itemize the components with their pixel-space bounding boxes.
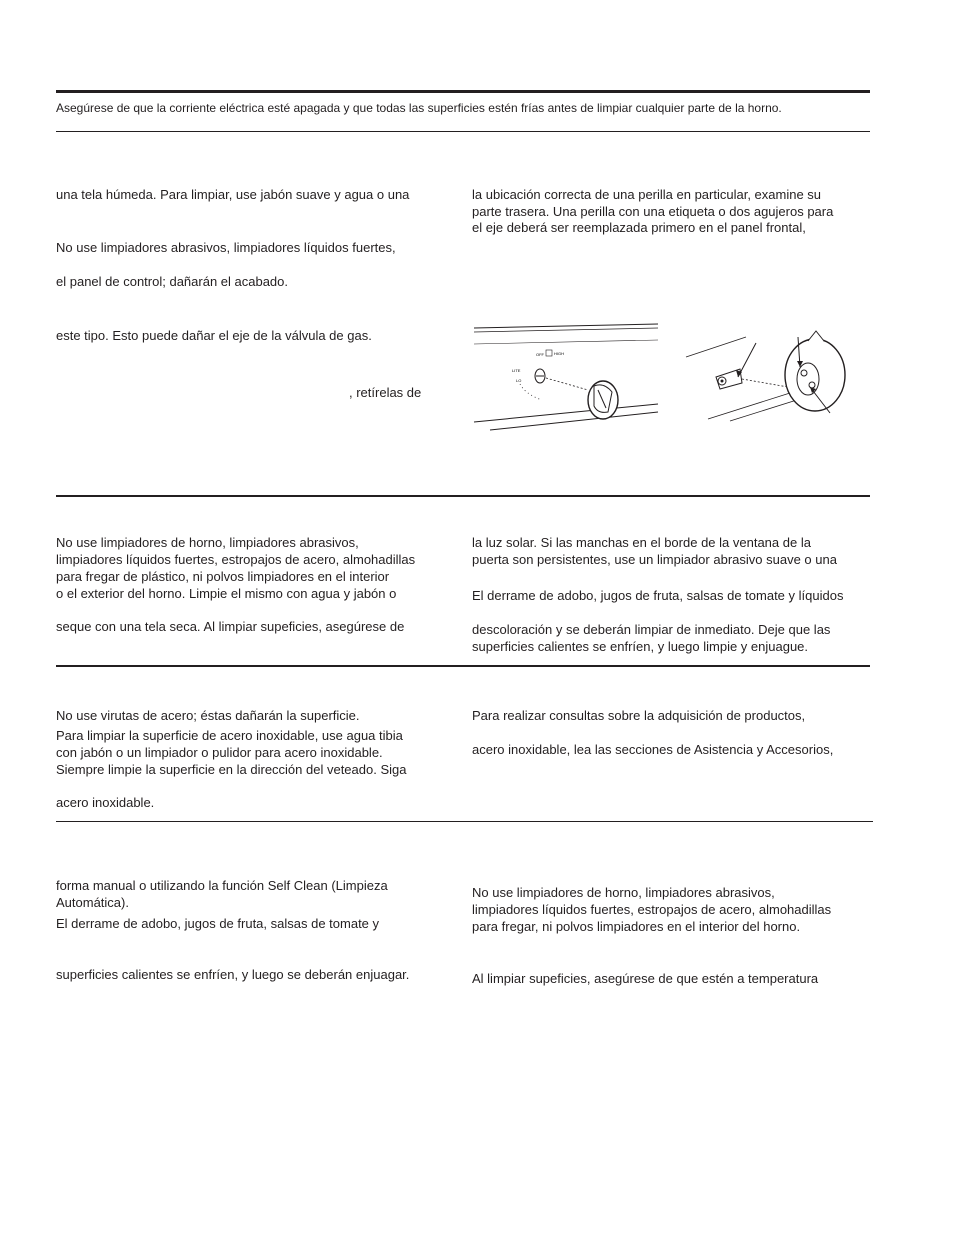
s2-left-line-2: limpiadores líquidos fuertes, estropajos de acero, almohadillas bbox=[56, 552, 416, 567]
s1-left-line-3: el panel de control; dañarán el acabado. bbox=[56, 274, 289, 289]
s4-right-line-3: para fregar, ni polvos limpiadores en el interior del horno. bbox=[472, 919, 801, 934]
s3-left-line-5: acero inoxidable. bbox=[56, 795, 155, 810]
safety-warning: Asegúrese de que la corriente eléctrica esté apagada y que todas las superficies estén frías antes de limpiar cualquier parte de la horno. bbox=[56, 101, 782, 115]
knob-back-illustration bbox=[680, 327, 855, 427]
s1-right-line-3: el eje deberá ser reemplazada primero en el panel frontal, bbox=[472, 220, 806, 235]
s1-right-line-1: la ubicación correcta de una perilla en particular, examine su bbox=[472, 187, 822, 202]
s4-left-line-4: superficies calientes se enfríen, y luego se deberán enjuagar. bbox=[56, 967, 410, 982]
s3-right-line-1: Para realizar consultas sobre la adquisición de productos, bbox=[472, 708, 806, 723]
s2-right-line-5: superficies calientes se enfríen, y luego limpie y enjuague. bbox=[472, 639, 809, 654]
knob-label-lo: LO bbox=[516, 378, 522, 383]
section2-rule bbox=[56, 495, 870, 497]
header-bottom-rule bbox=[56, 131, 870, 132]
s2-right-line-2: puerta son persistentes, use un limpiador abrasivo suave o una bbox=[472, 552, 837, 567]
s4-left-line-2: Automática). bbox=[56, 895, 129, 910]
s2-left-line-5: seque con una tela seca. Al limpiar supeficies, asegúrese de bbox=[56, 619, 405, 634]
panel-top-edge-3 bbox=[474, 340, 658, 344]
s3-left-line-3: con jabón o un limpiador o pulidor para acero inoxidable. bbox=[56, 745, 383, 760]
s2-left-line-4: o el exterior del horno. Limpie el mismo con agua y jabón o bbox=[56, 586, 397, 601]
panel-top-edge bbox=[474, 324, 658, 328]
s4-left-line-1: forma manual o utilizando la función Self Clean (Limpieza bbox=[56, 878, 388, 893]
top-rule bbox=[56, 90, 870, 93]
shaft-hole-1 bbox=[801, 370, 807, 376]
section4-rule bbox=[56, 821, 873, 822]
s1-left-line-5: , retírelas de bbox=[349, 385, 422, 400]
s2-right-line-1: la luz solar. Si las manchas en el borde de la ventana de la bbox=[472, 535, 811, 550]
s4-right-line-4: Al limpiar supeficies, asegúrese de que estén a temperatura bbox=[472, 971, 819, 986]
s2-right-line-3: El derrame de adobo, jugos de fruta, salsas de tomate y líquidos bbox=[472, 588, 844, 603]
knob-panel-illustration bbox=[470, 322, 670, 432]
knob-label-lite: LITE bbox=[512, 368, 521, 373]
panel-lower-edge bbox=[490, 412, 658, 430]
s1-left-line-1: una tela húmeda. Para limpiar, use jabón suave y agua o una bbox=[56, 187, 410, 202]
shaft-alignment-line bbox=[742, 379, 788, 387]
shaft-alignment-line bbox=[546, 378, 588, 390]
s3-left-line-1: No use virutas de acero; éstas dañarán la superficie. bbox=[56, 708, 360, 723]
s1-right-line-2: parte trasera. Una perilla con una etiqueta o dos agujeros para bbox=[472, 204, 834, 219]
section3-rule bbox=[56, 665, 870, 667]
s2-left-line-3: para fregar de plástico, ni polvos limpiadores en el interior bbox=[56, 569, 390, 584]
s1-left-line-4: este tipo. Esto puede dañar el eje de la válvula de gas. bbox=[56, 328, 372, 343]
panel-bottom-edge bbox=[474, 404, 658, 422]
s4-left-line-3: El derrame de adobo, jugos de fruta, salsas de tomate y bbox=[56, 916, 380, 931]
s2-right-line-4: descoloración y se deberán limpiar de inmediato. Deje que las bbox=[472, 622, 831, 637]
s3-left-line-2: Para limpiar la superficie de acero inoxidable, use agua tibia bbox=[56, 728, 403, 743]
panel-top-edge-2 bbox=[474, 328, 658, 332]
s1-left-line-2: No use limpiadores abrasivos, limpiadores líquidos fuertes, bbox=[56, 240, 396, 255]
knob-label-off: OFF bbox=[536, 352, 544, 357]
s4-right-line-1: No use limpiadores de horno, limpiadores abrasivos, bbox=[472, 885, 775, 900]
s2-left-line-1: No use limpiadores de horno, limpiadores abrasivos, bbox=[56, 535, 359, 550]
s3-left-line-4: Siempre limpie la superficie en la dirección del veteado. Siga bbox=[56, 762, 407, 777]
dial-tick-marks bbox=[520, 384, 542, 400]
s4-right-line-2: limpiadores líquidos fuertes, estropajos de acero, almohadillas bbox=[472, 902, 832, 917]
knob-label-high: HIGH bbox=[554, 351, 564, 356]
panel-edge bbox=[686, 337, 746, 357]
indicator-icon bbox=[546, 350, 552, 356]
s3-right-line-2: acero inoxidable, lea las secciones de Asistencia y Accesorios, bbox=[472, 742, 834, 757]
